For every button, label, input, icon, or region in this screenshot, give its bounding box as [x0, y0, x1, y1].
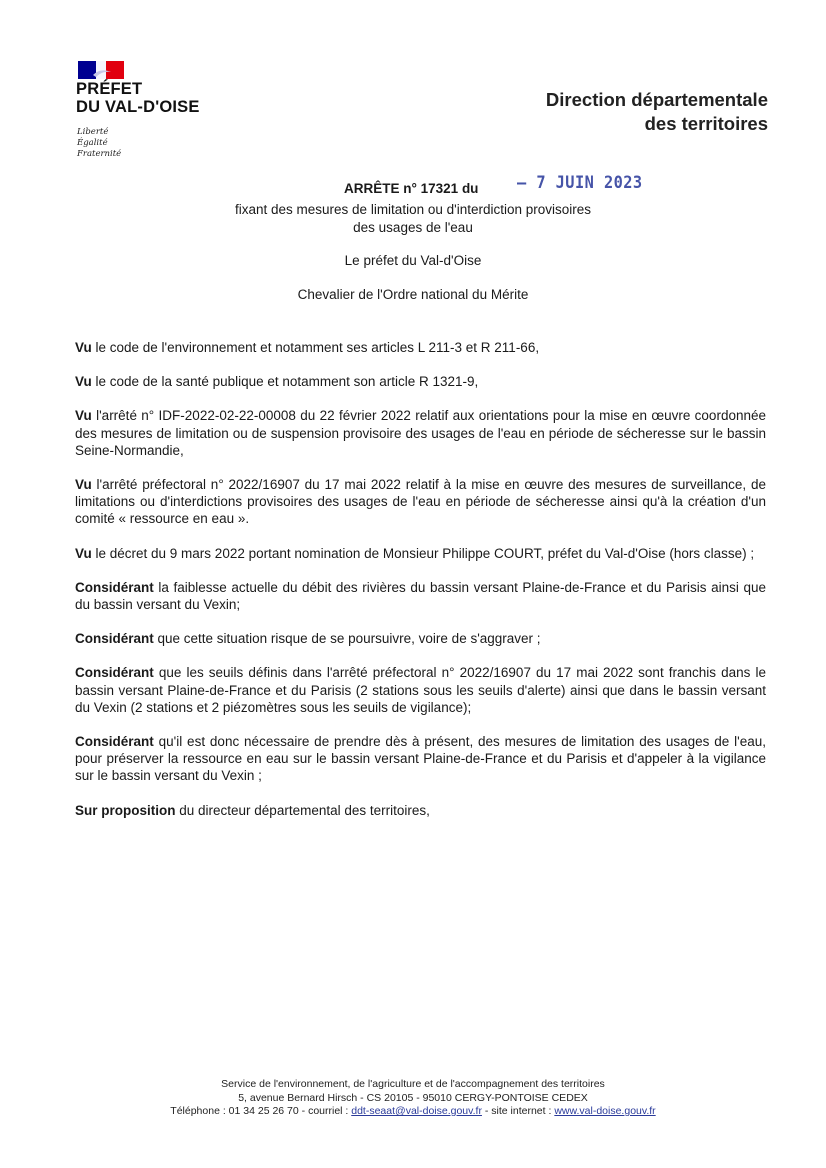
direction-line-2: des territoires: [644, 113, 768, 134]
paragraph-text: du directeur départemental des territoires,: [175, 802, 430, 818]
republic-motto: [77, 127, 121, 160]
paragraph-text: l'arrêté n° IDF-2022-02-22-00008 du 22 février 2022 relatif aux orientations pour la mise en œuvre coordonnée des mesures de limitation ou de suspension provisoire des usages de l'eau en période de sécheresse sur le bassin Seine-Normandie,: [75, 408, 766, 458]
paragraph-lead: Sur proposition: [75, 802, 176, 818]
direction-line-1: Direction départementale: [545, 89, 768, 110]
paragraph-text: que cette situation risque de se poursuivre, voire de s'aggraver ;: [153, 631, 541, 647]
motto-fraternite: Fraternité: [77, 149, 122, 159]
paragraph-considerant-mesures: [75, 733, 766, 785]
paragraph-vu-decret: [75, 545, 766, 562]
paragraph-vu-environnement: [75, 339, 766, 356]
paragraph-lead: Considérant: [75, 579, 154, 595]
paragraph-vu-arrete-prefectoral: [75, 476, 766, 528]
direction-heading: [546, 88, 768, 136]
footer-address: 5, avenue Bernard Hirsch - CS 20105 - 95010 CERGY-PONTOISE CEDEX: [238, 1091, 588, 1104]
footer-contact: [0, 1105, 826, 1119]
paragraph-text: le décret du 9 mars 2022 portant nomination de Monsieur Philippe COURT, préfet du Val-d'Oise (hors classe) ;: [91, 545, 755, 561]
footer-phone: Téléphone : 01 34 25 26 70 - courriel :: [170, 1105, 352, 1117]
paragraph-lead: Vu: [75, 340, 92, 355]
paragraph-considerant-faiblesse: [75, 579, 766, 613]
paragraph-text: que les seuils définis dans l'arrêté préfectoral n° 2022/16907 du 17 mai 2022 sont franchis dans le bassin versant Plaine-de-France et du Parisis (2 stations sous les seuils d'alerte) ainsi que dans le bassin versant du Vexin (2 stations et 2 piézomètres sous les seuils de vigilance);: [75, 665, 766, 715]
paragraph-lead: Vu: [75, 374, 92, 390]
footer-website-link[interactable]: www.val-doise.gouv.fr: [554, 1105, 656, 1117]
paragraph-sur-proposition: [75, 802, 766, 819]
chevalier-statement: Chevalier de l'Ordre national du Mérite: [297, 287, 529, 302]
subtitle-line-1: fixant des mesures de limitation ou d'interdiction provisoires: [235, 202, 591, 217]
motto-liberte: Liberté: [77, 127, 109, 137]
paragraph-text: l'arrêté préfectoral n° 2022/16907 du 17 mai 2022 relatif à la mise en œuvre des mesures de surveillance, de limitations ou d'interdictions provisoires des usages de l'eau en période de sécheresse ainsi qu'à la création d'un comité « ressource en eau ».: [75, 477, 766, 527]
footer-email-link[interactable]: ddt-seaat@val-doise.gouv.fr: [351, 1105, 482, 1117]
footer-service: Service de l'environnement, de l'agriculture et de l'accompagnement des territoires: [221, 1078, 605, 1090]
paragraph-text: qu'il est donc nécessaire de prendre dès à présent, des mesures de limitation des usages de l'eau, pour préserver la ressource en eau sur le bassin versant Plaine-de-France et du Parisis et d'appeler à la vigilance sur le bassin versant du Vexin ;: [75, 734, 766, 784]
subtitle-line-2: des usages de l'eau: [353, 220, 473, 235]
paragraph-lead: Considérant: [75, 665, 154, 681]
paragraph-lead: Vu: [75, 408, 92, 424]
arrete-subtitle: [0, 201, 826, 237]
paragraph-considerant-seuils: [75, 664, 766, 716]
paragraph-considerant-situation: [75, 630, 766, 647]
footer-site-prefix: - site internet :: [481, 1105, 555, 1117]
paragraph-vu-arrete-idf: [75, 407, 766, 459]
arrete-title: ARRÊTE n° 17321 du: [344, 181, 479, 196]
document-body: [75, 339, 766, 836]
prefet-statement: Le préfet du Val-d'Oise: [344, 253, 482, 268]
marianne-flag-logo: [78, 61, 124, 79]
paragraph-text: la faiblesse actuelle du débit des rivières du bassin versant Plaine-de-France et du Parisis ainsi que du bassin versant du Vexin;: [75, 579, 766, 613]
date-stamp: – 7 JUIN 2023: [517, 173, 643, 193]
paragraph-text: le code de la santé publique et notamment son article R 1321-9,: [91, 374, 479, 390]
prefet-line-1: PRÉFET: [76, 80, 143, 98]
prefecture-name: [76, 80, 200, 116]
paragraph-lead: Considérant: [75, 734, 154, 750]
prefet-line-2: DU VAL-D'OISE: [76, 98, 200, 116]
page-footer: [0, 1078, 826, 1119]
motto-egalite: Égalité: [77, 138, 108, 148]
paragraph-lead: Vu: [75, 477, 92, 493]
paragraph-lead: Vu: [75, 545, 92, 561]
paragraph-text: le code de l'environnement et notamment ses articles L 211-3 et R 211-66,: [91, 340, 540, 355]
paragraph-vu-sante: [75, 373, 766, 390]
paragraph-lead: Considérant: [75, 631, 154, 647]
